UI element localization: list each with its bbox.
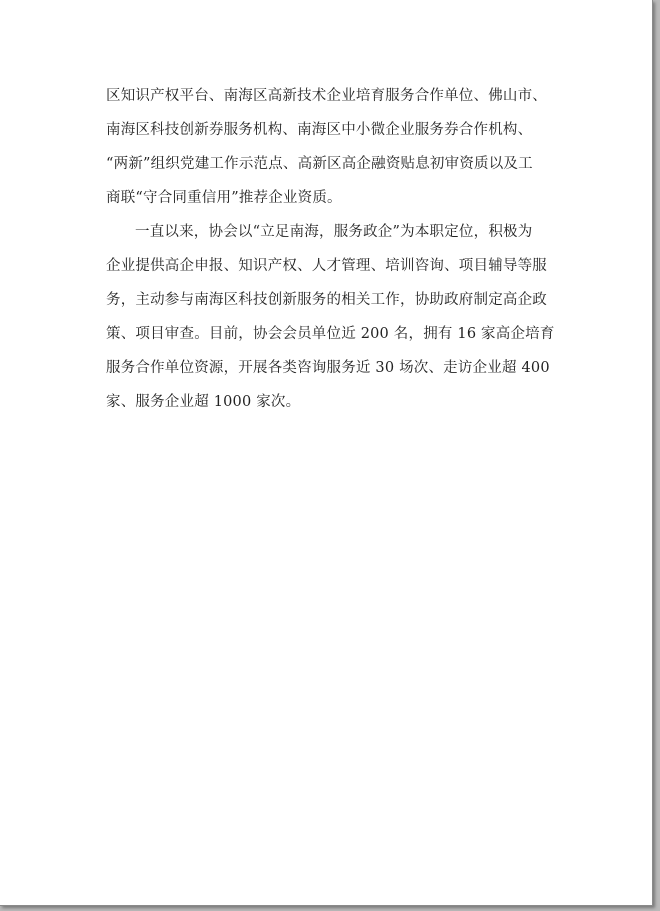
document-body (106, 79, 562, 419)
text-line: 家、服务企业超 1000 家次。 (106, 394, 301, 410)
text-line: 南海区科技创新券服务机构、南海区中小微企业服务券合作机构、 (106, 122, 533, 138)
paragraph-1 (106, 79, 562, 215)
text-line: 策、项目审查。目前，协会会员单位近 200 名，拥有 16 家高企培育 (106, 326, 555, 342)
text-line: 区知识产权平台、南海区高新技术企业培育服务合作单位、佛山市、 (106, 88, 547, 104)
text-line: 企业提供高企申报、知识产权、人才管理、培训咨询、项目辅导等服 (106, 258, 547, 274)
text-line: 服务合作单位资源，开展各类咨询服务近 30 场次、走访企业超 400 (106, 360, 550, 376)
text-line: 商联“守合同重信用”推荐企业资质。 (106, 190, 342, 206)
paragraph-2 (106, 215, 562, 419)
text-line: 务，主动参与南海区科技创新服务的相关工作，协助政府制定高企政 (106, 292, 547, 308)
text-line: “两新”组织党建工作示范点、高新区高企融资贴息初审资质以及工 (106, 156, 533, 172)
text-line: 一直以来，协会以“立足南海，服务政企”为本职定位，积极为 (135, 224, 533, 240)
